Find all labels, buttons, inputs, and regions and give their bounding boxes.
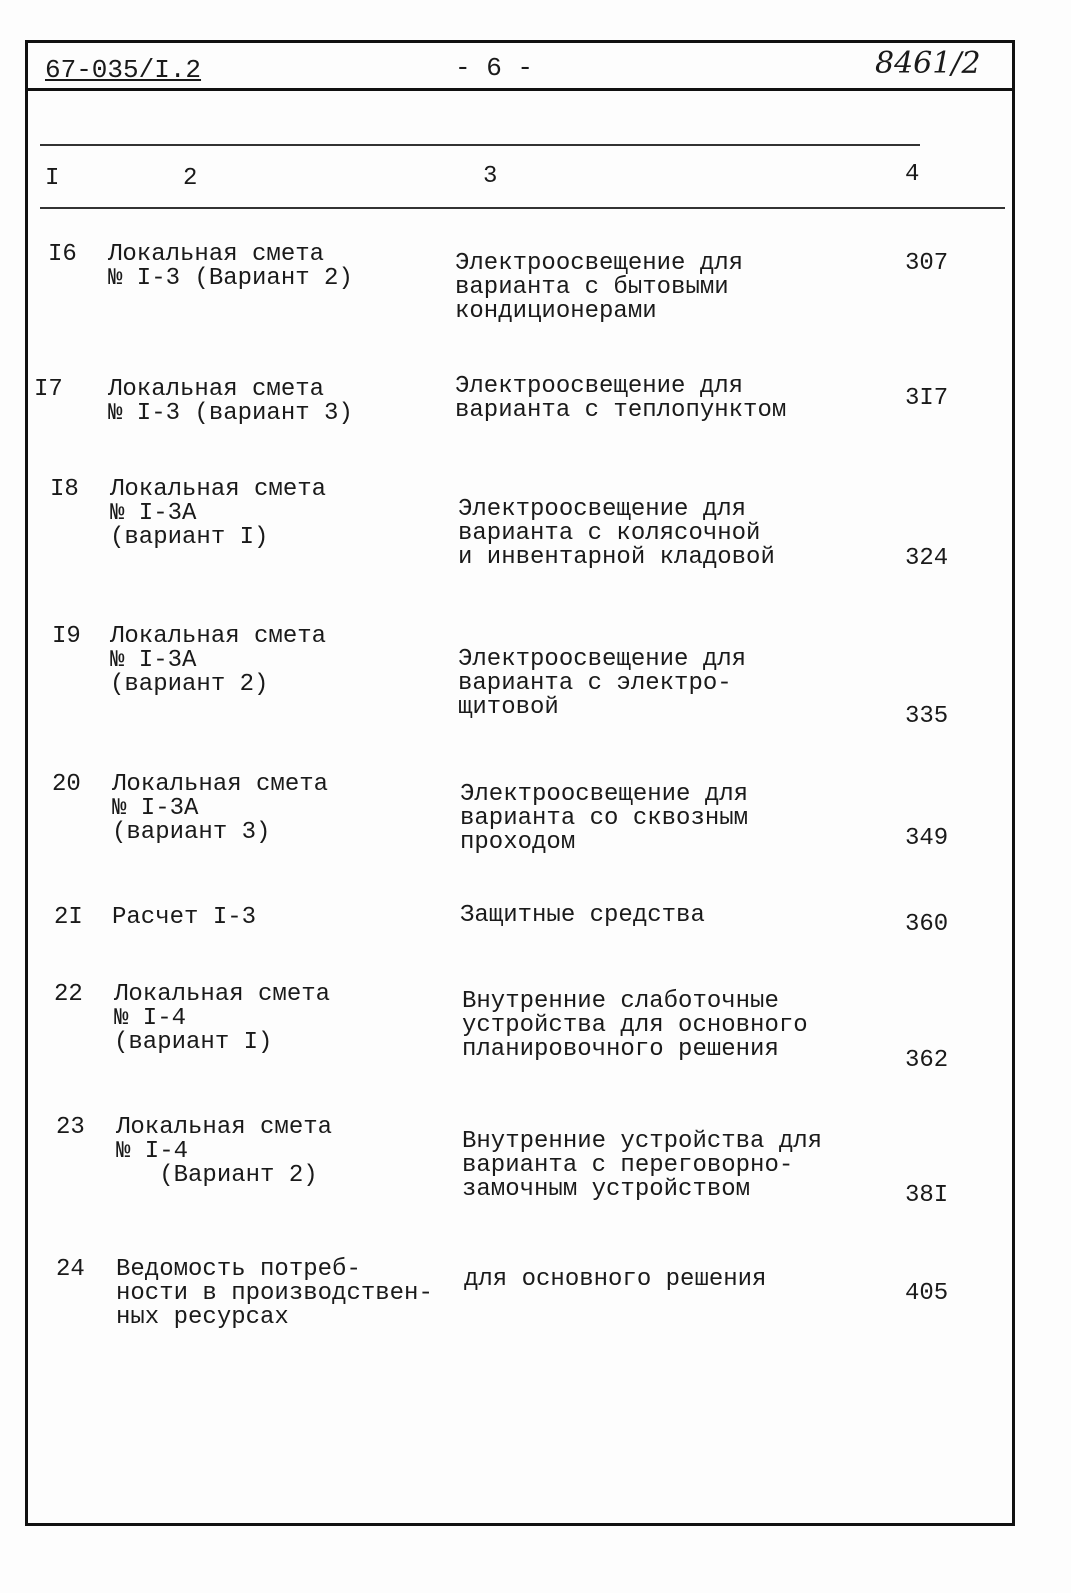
doc-code: 67-035/I.2 [45,55,202,85]
row-number: I9 [52,623,81,650]
document-name: Локальная смета № I-4 (вариант I) [114,981,331,1056]
col-header-2: 2 [183,165,198,192]
document-name: Расчет I-3 [112,904,257,931]
col-header-3: 3 [483,163,498,190]
row-number: 20 [52,771,81,798]
header-divider [25,88,1015,91]
row-description: Электроосвещение для варианта с теплопунктом [455,373,787,424]
row-description: Электроосвещение для варианта с колясочной и инвентарной кладовой [458,496,775,571]
document-name: Локальная смета № I-4 (Вариант 2) [116,1114,333,1189]
row-description: для основного решения [464,1266,767,1293]
col-header-4: 4 [905,161,920,188]
col-header-1: I [45,165,60,192]
document-name: Локальная смета № I-3А (вариант I) [110,476,327,551]
document-name: Локальная смета № I-3 (Вариант 2) [108,241,353,292]
page-reference: 362 [905,1047,949,1074]
archive-stamp: 8461/2 [875,46,981,81]
document-name: Ведомость потреб- ности в производствен- ных ресурсах [116,1256,433,1331]
page-reference: 405 [905,1280,949,1307]
row-number: 2I [54,904,83,931]
row-description: Электроосвещение для варианта со сквозным проходом [460,781,749,856]
row-number: I6 [48,241,77,268]
page-reference: 324 [905,545,949,572]
row-number: 24 [56,1256,85,1283]
page-number: - 6 - [455,53,534,83]
row-number: I8 [50,476,79,503]
row-description: Защитные средства [460,902,705,929]
document-name: Локальная смета № I-3А (вариант 2) [110,623,327,698]
page-reference: 349 [905,825,949,852]
row-number: I7 [34,376,63,403]
table-top-rule [40,144,920,146]
page-reference: 360 [905,911,949,938]
document-name: Локальная смета № I-3 (вариант 3) [108,376,353,427]
page-reference: 3I7 [905,385,949,412]
page-reference: 335 [905,703,949,730]
row-description: Внутренние слаботочные устройства для основного планировочного решения [462,988,808,1063]
row-description: Внутренние устройства для варианта с переговорно- замочным устройством [462,1128,823,1203]
row-description: Электроосвещение для варианта с бытовыми кондиционерами [455,250,744,325]
row-description: Электроосвещение для варианта с электро- щитовой [458,646,747,721]
table-header-rule [40,207,1005,209]
page-reference: 38I [905,1182,949,1209]
document-name: Локальная смета № I-3А (вариант 3) [112,771,329,846]
row-number: 22 [54,981,83,1008]
row-number: 23 [56,1114,85,1141]
page-reference: 307 [905,250,949,277]
